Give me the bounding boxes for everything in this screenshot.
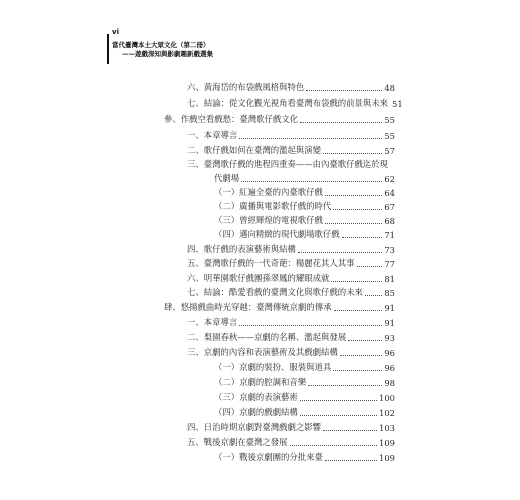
toc-entry-page: 55 [384, 115, 395, 125]
toc-entry-page: 62 [384, 174, 395, 184]
toc-entry [187, 157, 395, 170]
toc-entry-page: 73 [384, 245, 395, 255]
toc-entry-page: 77 [384, 259, 395, 269]
toc-leader [331, 280, 382, 282]
toc-entry-page: 68 [384, 216, 395, 226]
toc-entry-page: 100 [379, 393, 395, 403]
toc-entry-page: 67 [384, 202, 395, 212]
toc-entry [164, 112, 395, 125]
toc-entry-label: （一）戰後京劇團的分批來臺 [214, 452, 323, 462]
toc-entry-label: 七、結論：酷愛看戲的臺灣文化與歌仔戲的未來 [187, 287, 363, 297]
toc-entry-label: 三、臺灣歌仔戲的進程四重奏——由內臺歌仔戲迄於現 [187, 159, 388, 169]
toc-entry [214, 390, 395, 403]
toc-entry-page: 93 [384, 333, 395, 343]
toc-leader [290, 444, 378, 446]
toc-entry-label: （一）京劇的裝扮、服裝與道具 [214, 362, 332, 372]
toc-leader [308, 384, 382, 386]
toc-entry-page: 57 [384, 146, 395, 156]
toc-entry-label: 二、梨園春秋——京劇的名稱、濫起與發展 [187, 332, 347, 342]
toc-entry [187, 256, 395, 269]
toc-entry-label: 四、歌仔戲的表演藝術與結構 [187, 244, 296, 254]
toc-entry [214, 213, 395, 226]
toc-leader [300, 414, 377, 416]
toc-entry-label: 四、日治時期京劇對臺灣戲劇之影響 [187, 422, 321, 432]
toc-leader [239, 324, 382, 326]
toc-entry-page: 98 [384, 378, 395, 388]
toc-entry-page: 91 [384, 303, 395, 313]
toc-entry [187, 80, 395, 93]
toc-entry [187, 330, 395, 343]
toc-leader [333, 208, 382, 210]
toc-leader [306, 89, 382, 91]
toc-entry [187, 242, 395, 255]
book-title: 當代臺灣本土大眾文化（第二冊） [112, 41, 210, 49]
toc-entry-label: 一、本章導言 [187, 317, 238, 327]
toc-entry-page: 81 [384, 274, 395, 284]
toc-entry-label: 參、作戲空看戲愁：臺灣歌仔戲文化 [164, 114, 298, 124]
toc-entry [187, 96, 403, 109]
toc-entry-label: 三、京劇的內容和表演藝術及其戲劇結構 [187, 347, 338, 357]
toc-entry-label: （三）曾經輝煌的電視歌仔戲 [214, 215, 323, 225]
toc-entry-label: 五、臺灣歌仔戲的一代奇葩：楊麗花其人其事 [187, 258, 355, 268]
toc-entry-page: 64 [384, 188, 395, 198]
toc-entry-label: 一、本章導言 [187, 130, 238, 140]
toc-entry-label: （四）京劇的戲劇結構 [214, 407, 298, 417]
toc-entry-label: （二）京劇的腔調和音樂 [214, 377, 307, 387]
toc-entry-label: （四）邁向精緻的現代劇場歌仔戲 [214, 229, 340, 239]
toc-entry [214, 375, 395, 388]
toc-leader [334, 309, 383, 311]
toc-leader [325, 222, 382, 224]
toc-leader [323, 429, 377, 431]
toc-entry [187, 143, 395, 156]
toc-entry-label: 六、明華園歌仔戲團孫翠鳳的耀眼成就 [187, 273, 330, 283]
toc-leader [357, 265, 383, 267]
toc-leader [298, 251, 382, 253]
toc-leader [333, 369, 382, 371]
toc-entry [187, 420, 395, 433]
toc-entry [187, 345, 395, 358]
toc-entry-label: （一）紅遍全臺的內臺歌仔戲 [214, 187, 323, 197]
toc-entry-label: 肆、悠揚戲曲時光穿越：臺灣傳統京劇的傳承 [164, 302, 332, 312]
book-subtitle: ——遊戲深知與影劇趣新戲選集 [122, 50, 213, 58]
toc-entry [187, 271, 395, 284]
toc-leader [323, 152, 382, 154]
toc-leader [300, 121, 382, 123]
toc-entry-page: 109 [379, 438, 395, 448]
toc-entry-page: 109 [379, 453, 395, 463]
toc-entry [164, 300, 395, 313]
toc-entry-label: 二、歌仔戲如何在臺灣的濫起與演變 [187, 145, 321, 155]
toc-entry-label: 六、黃海岱的布袋戲風格與特色 [187, 82, 305, 92]
toc-leader [325, 194, 382, 196]
toc-entry-label: 五、戰後京劇在臺灣之發展 [187, 437, 288, 447]
toc-entry-page: 102 [379, 408, 395, 418]
toc-leader [365, 294, 382, 296]
toc-entry-page: 91 [384, 318, 395, 328]
toc-entry [214, 227, 395, 240]
toc-entry-page: 51 [392, 99, 403, 109]
toc-entry-page: 55 [384, 131, 395, 141]
toc-entry [187, 128, 395, 141]
toc-leader [340, 354, 383, 356]
toc-leader [300, 399, 377, 401]
toc-entry [214, 171, 395, 184]
toc-leader [239, 137, 382, 139]
toc-entry-page: 48 [384, 83, 395, 93]
toc-entry [214, 185, 395, 198]
page-number-marker: vi [112, 28, 119, 36]
toc-entry-label: 代劇場 [214, 173, 240, 183]
toc-leader [348, 339, 382, 341]
toc-entry-label: （三）京劇的表演藝術 [214, 392, 298, 402]
toc-entry-label: （二）廣播與電影歌仔戲的時代 [214, 201, 332, 211]
toc-entry-label: 七、結論：從文化觀光視角看臺灣布袋戲的前景與未來 [187, 98, 388, 108]
toc-entry [187, 285, 395, 298]
toc-entry-page: 96 [384, 363, 395, 373]
toc-entry [214, 360, 395, 373]
toc-entry [214, 405, 395, 418]
toc-entry-page: 71 [384, 230, 395, 240]
toc-leader [325, 459, 377, 461]
toc-entry [214, 199, 395, 212]
toc-entry [187, 435, 395, 448]
toc-leader [241, 180, 382, 182]
toc-entry-page: 96 [384, 348, 395, 358]
toc-entry-page: 85 [384, 288, 395, 298]
toc-entry [214, 450, 395, 463]
toc-entry-page: 103 [379, 423, 395, 433]
toc-leader [342, 236, 383, 238]
toc-entry [187, 315, 395, 328]
